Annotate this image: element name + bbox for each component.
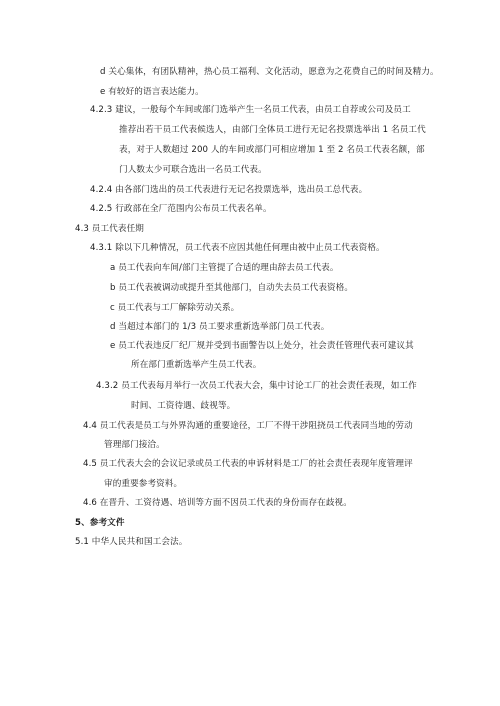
list-item: b 员工代表被调动或提升至其他部门，自动失去员工代表资格。 [110, 283, 354, 293]
section-heading: 4.3 员工代表任期 [75, 224, 144, 234]
text-line: 4.2.4 由各部门选出的员工代表进行无记名投票选举，选出员工总代表。 [90, 185, 368, 195]
text-line: 4.2.3 建议，一般每个车间或部门选举产生一名员工代表，由员工自荐或公司及员工 [90, 105, 411, 115]
text-line: 表，对于人数超过 200 人的车间或部门可相应增加 1 至 2 名员工代表名额，部 [119, 145, 425, 155]
section-heading: 5、参考文件 [75, 518, 125, 528]
text-line: 4.3.2 员工代表每月举行一次员工代表大会，集中讨论工厂的社会责任表现，如工作 [96, 381, 417, 391]
text-line: 推荐出若干员工代表候选人，由部门全体员工进行无记名投票选举出 1 名员工代 [119, 125, 426, 135]
list-item: e 员工代表违反厂纪厂规并受到书面警告以上处分，社会责任管理代表可建议其 [110, 341, 414, 351]
list-item: a 员工代表向车间/部门主管提了合适的理由辞去员工代表。 [110, 263, 339, 273]
text-line: 4.5 员工代表大会的会议记录或员工代表的申诉材料是工厂的社会责任表现年度管理评 [83, 459, 413, 469]
text-line: 4.2.5 行政部在全厂范围内公布员工代表名单。 [90, 204, 272, 214]
text-line: d 关心集体，有团队精神，热心员工福利、文化活动，愿意为之花费自己的时间及精力。 [100, 67, 439, 77]
text-line: 审的重要参考资料。 [104, 479, 183, 489]
text-line: e 有较好的语言表达能力。 [100, 87, 204, 97]
text-line: 4.4 员工代表是员工与外界沟通的重要途径，工厂不得干涉阻挠员工代表同当地的劳动 [83, 421, 413, 431]
text-line: 4.3.1 除以下几种情况，员工代表不应因其他任何理由被中止员工代表资格。 [90, 243, 385, 253]
text-line: 时间、工资待遇、歧视等。 [131, 401, 236, 411]
text-line: 门人数太少可联合选出一名员工代表。 [119, 165, 267, 175]
text-line: 5.1 中华人民共和国工会法。 [75, 537, 188, 547]
list-item: c 员工代表与工厂解除劳动关系。 [110, 303, 240, 313]
list-item: d 当超过本部门的 1/3 员工要求重新选举部门员工代表。 [110, 322, 330, 332]
text-line: 4.6 在晋升、工资待遇、培训等方面不因员工代表的身份而存在歧视。 [83, 498, 352, 508]
text-line: 所在部门重新选举产生员工代表。 [131, 360, 262, 370]
text-line: 管理部门接洽。 [104, 440, 165, 450]
